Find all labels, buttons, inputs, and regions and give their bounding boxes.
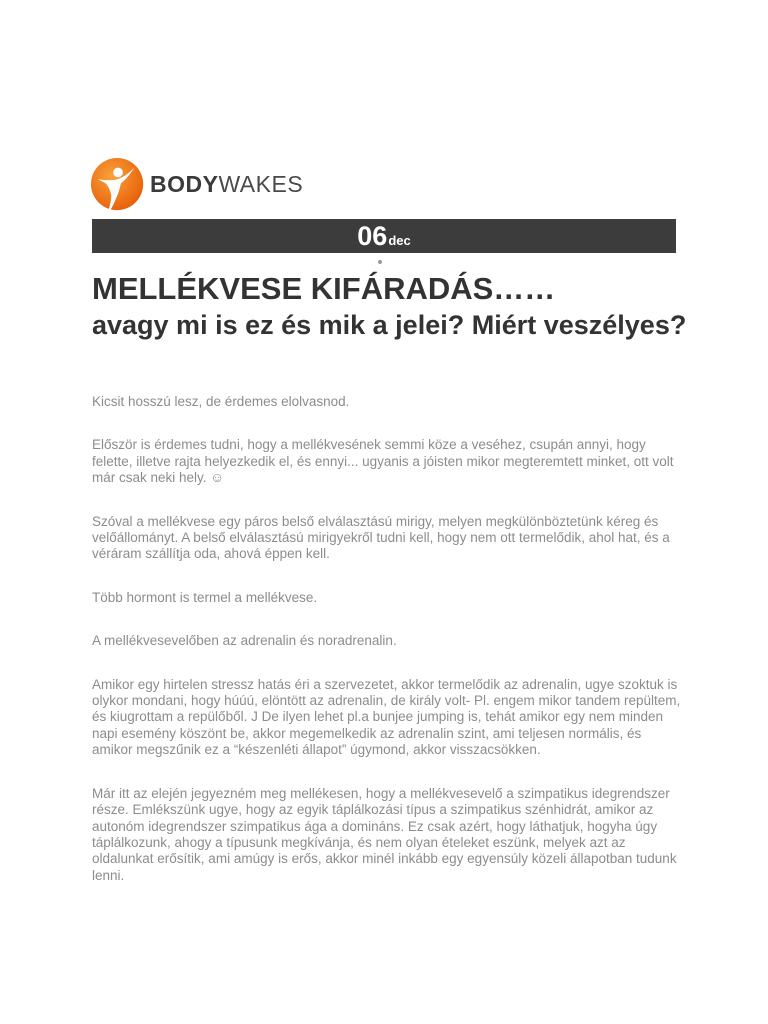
title-subtitle: avagy mi is ez és mik a jelei? Miért veszélyes? bbox=[92, 310, 687, 340]
bodywakes-logo-icon bbox=[90, 156, 148, 216]
paragraph: Már itt az elején jegyezném meg mellékesen, hogy a mellékvesevelő a szimpatikus idegrendszer része. Emlékszünk ugye, hogy az egyik táplálkozási típus a szimpatikus szénhidrát, amikor az autonóm idegrendszer szimpatikus ága a domináns. Ez csak azért, hogy láthatjuk, hogyha úgy táplálkozunk, ahogy a típusunk megkívánja, és nem olyan ételeket eszünk, melyek azt az oldalunkat erősítik, ami amúgy is erős, akkor minél inkább egy egyensúly közeli állapotban tudunk lenni. bbox=[92, 785, 677, 883]
paragraph: A mellékvesevelőben az adrenalin és noradrenalin. bbox=[92, 633, 397, 649]
brand-light: WAKES bbox=[218, 171, 304, 197]
date-bar bbox=[92, 219, 676, 253]
brand-wordmark bbox=[150, 171, 303, 198]
paragraph: Először is érdemes tudni, hogy a mellékvesének semmi köze a veséhez, csupán annyi, hogy felette, illetve rajta helyezkedik el, és ennyi... ugyanis a jóisten mikor megteremtett minket, ott volt már csak neki hely. ☺ bbox=[92, 437, 674, 486]
date-month: dec bbox=[388, 233, 411, 248]
paragraph: Több hormont is termel a mellékvese. bbox=[92, 589, 318, 605]
article-title bbox=[92, 270, 692, 343]
date-day: 06 bbox=[357, 221, 388, 251]
paragraph: Szóval a mellékvese egy páros belső elválasztású mirigy, melyen megkülönböztetünk kéreg és velőállományt. A belső elválasztású mirigyekről tudni kell, hogy nem ott termelődik, ahol hat, és a véráram szállítja oda, ahová éppen kell. bbox=[92, 513, 670, 562]
brand-logo bbox=[90, 154, 370, 220]
brand-bold: BODY bbox=[150, 171, 219, 197]
paragraph: Amikor egy hirtelen stressz hatás éri a szervezetet, akkor termelődik az adrenalin, ugye szoktuk is olykor mondani, hogy húúú, elöntött az adrenalin, de király volt- Pl. engem mikor tandem repültem, és kiugrottam a repülőből. J De ilyen lehet pl.a bunjee jumping is, tehát amikor egy nem minden napi esemény köszönt be, akkor megemelkedik az adrenalin szint, ami teljesen normális, és amikor megszűnik ez a “készenléti állapot” úgymond, akkor visszacsökken. bbox=[92, 676, 681, 758]
paragraph: Kicsit hosszú lesz, de érdemes elolvasnod. bbox=[92, 394, 350, 409]
article-body bbox=[92, 394, 682, 911]
bullet-dot bbox=[378, 260, 382, 264]
post-date bbox=[92, 219, 676, 253]
title-main: MELLÉKVESE KIFÁRADÁS…… bbox=[92, 271, 556, 306]
